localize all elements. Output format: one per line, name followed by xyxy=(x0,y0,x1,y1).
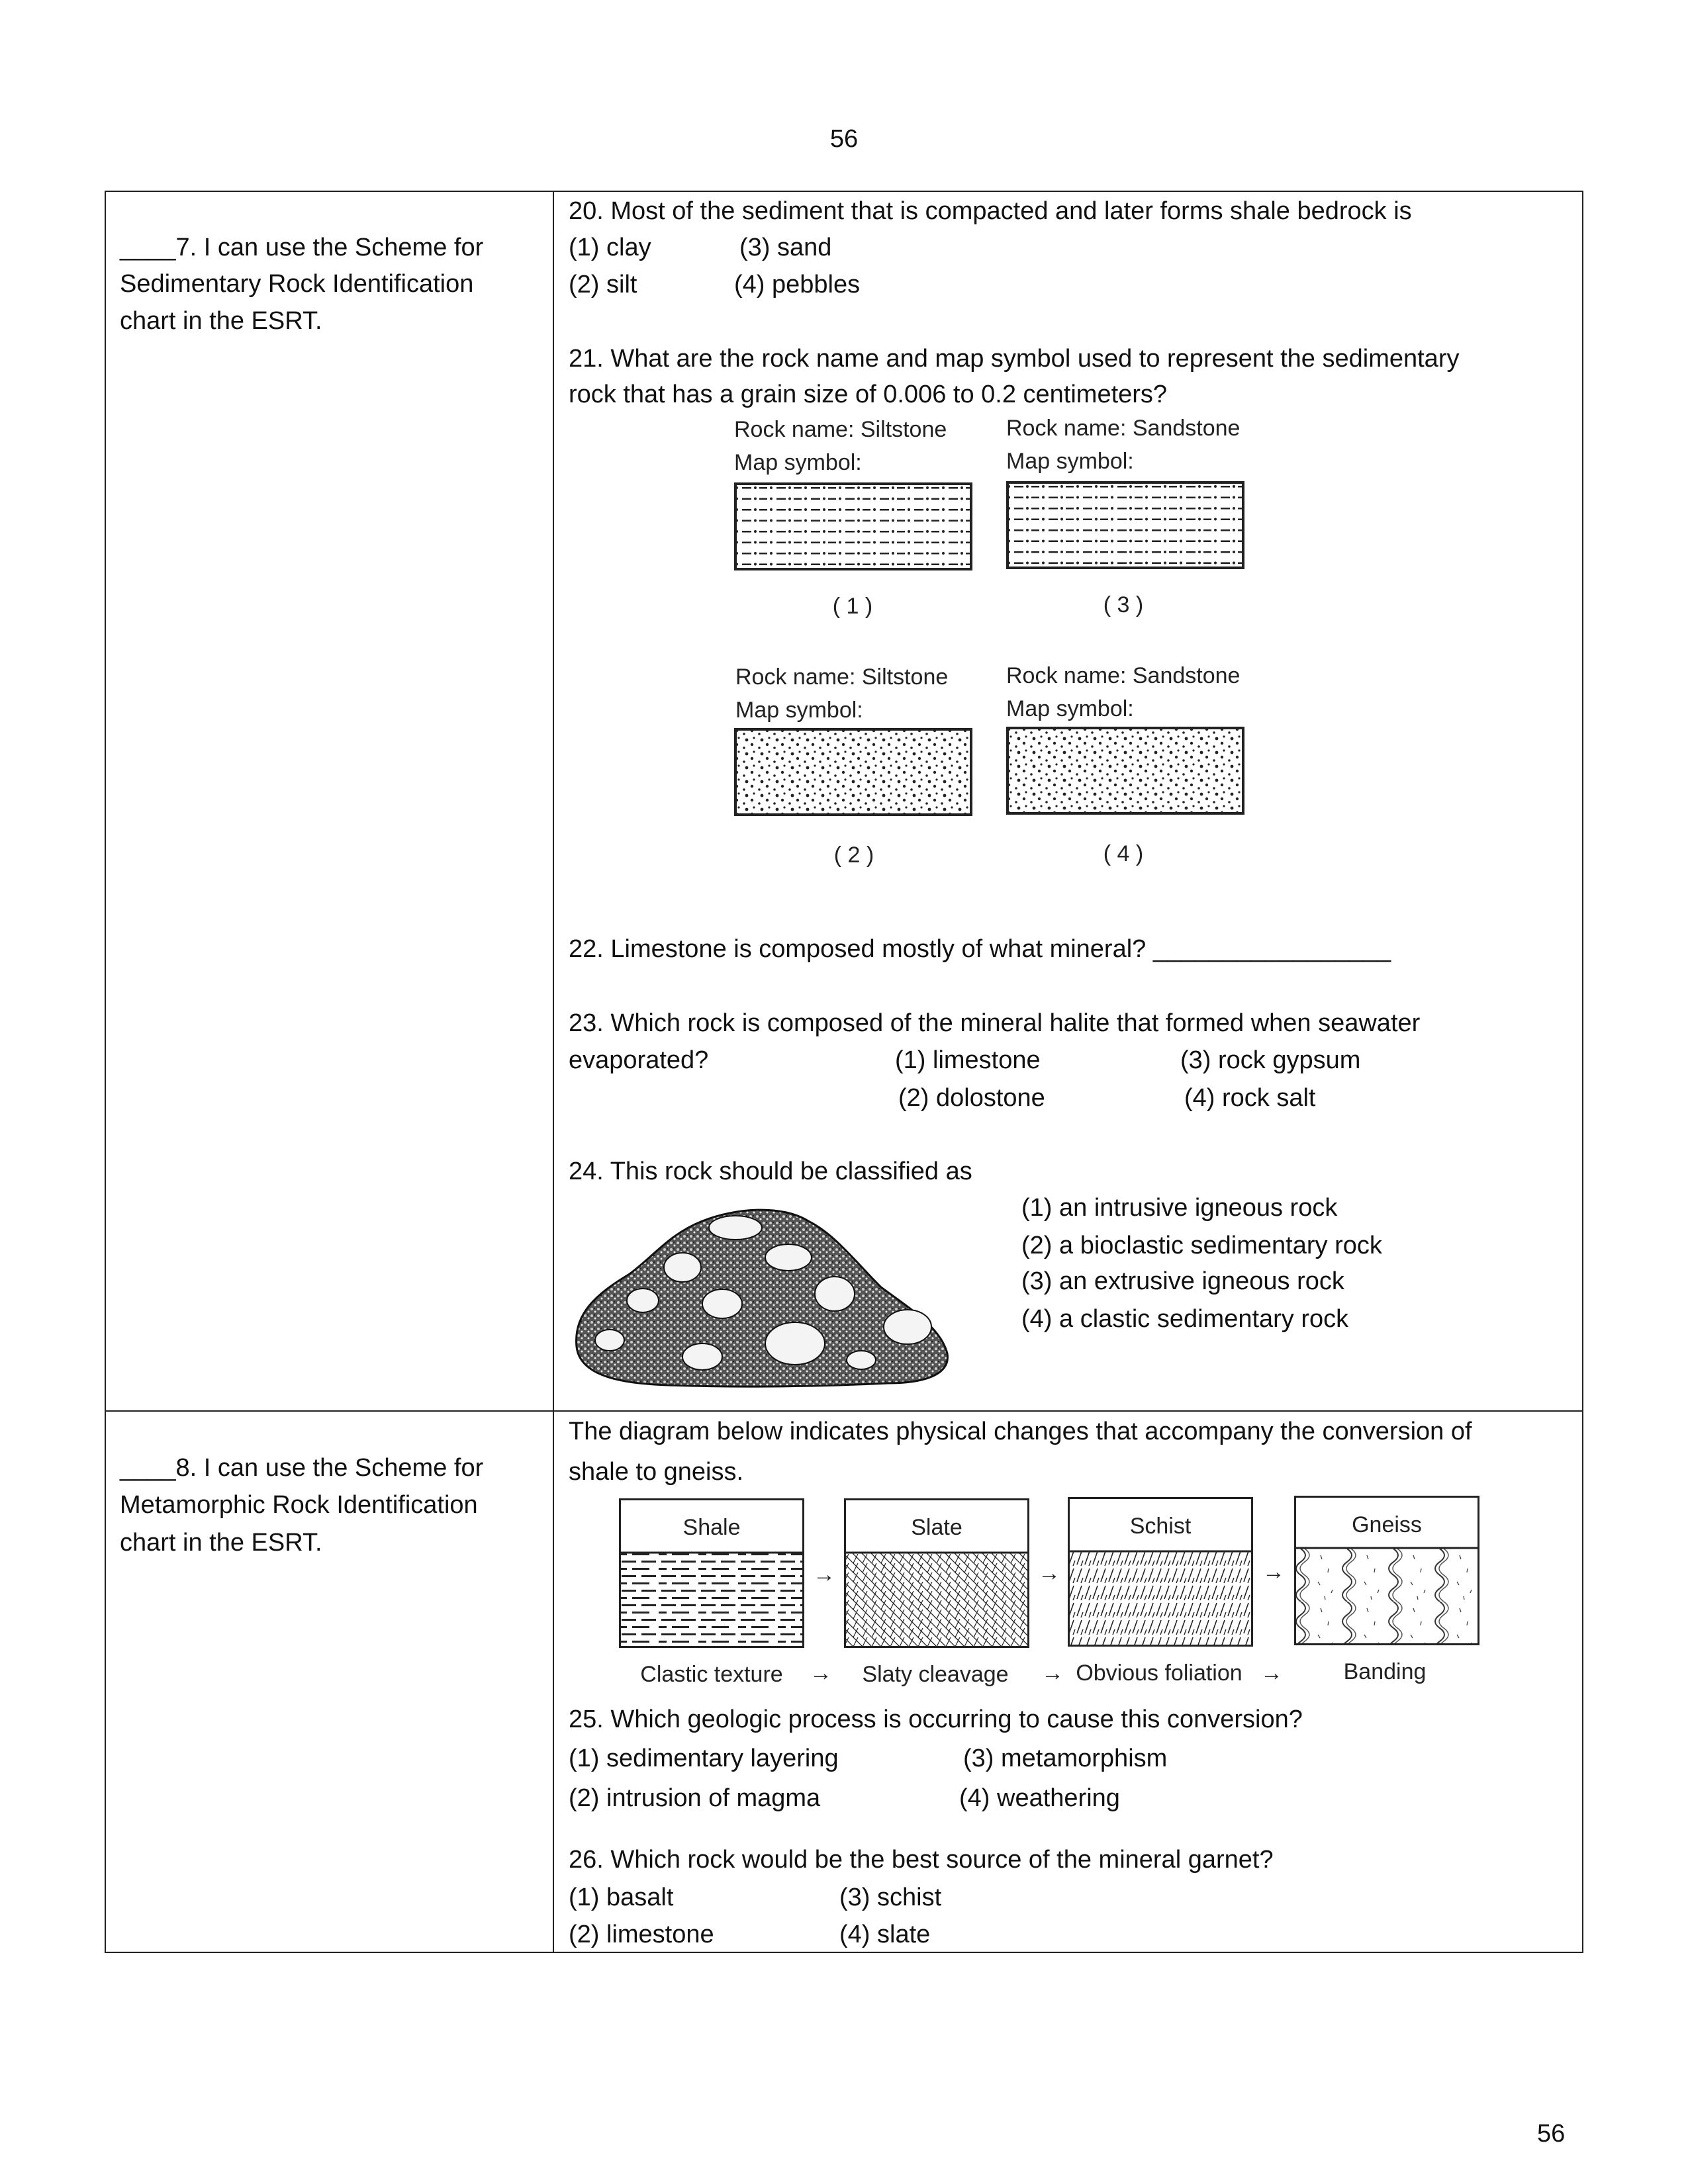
arrow-icon: → xyxy=(1041,1661,1064,1686)
rock-name-label: Rock name: Siltstone xyxy=(735,664,949,690)
option: (2) silt xyxy=(569,271,637,298)
objective-line[interactable]: ____8. I can use the Scheme for xyxy=(120,1454,484,1482)
map-symbol-siltstone-dots xyxy=(734,728,972,816)
option: (3) an extrusive igneous rock xyxy=(1021,1267,1344,1295)
map-symbol-label: Map symbol: xyxy=(735,698,863,723)
option: (4) slate xyxy=(839,1921,931,1948)
arrow-icon: → xyxy=(813,1562,835,1587)
rock-label-shale: Shale xyxy=(682,1515,741,1540)
rock-sample-illustration xyxy=(570,1195,954,1393)
question-text: 25. Which geologic process is occurring to cause this conversion? xyxy=(569,1706,1303,1733)
arrow-icon: → xyxy=(1262,1559,1285,1584)
choice-number: ( 3 ) xyxy=(1103,592,1144,617)
objective-line: Sedimentary Rock Identification xyxy=(120,270,474,298)
table-border-right xyxy=(1582,191,1583,1953)
option: (3) schist xyxy=(839,1884,942,1911)
map-symbol-sandstone-dots xyxy=(1006,727,1244,815)
question-text: 20. Most of the sediment that is compacted and later forms shale bedrock is xyxy=(569,197,1412,225)
rock-label-gneiss: Gneiss xyxy=(1352,1512,1422,1537)
texture-label: Slaty cleavage xyxy=(862,1662,1009,1687)
choice-number: ( 4 ) xyxy=(1103,841,1144,866)
rock-name-label: Rock name: Sandstone xyxy=(1006,663,1241,688)
option: (1) sedimentary layering xyxy=(569,1745,839,1772)
map-symbol-siltstone-dashdot xyxy=(734,482,972,570)
question-text: 21. What are the rock name and map symbol used to represent the sedimentary xyxy=(569,345,1460,373)
question-text: 23. Which rock is composed of the mineral halite that formed when seawater xyxy=(569,1009,1421,1037)
option: (1) limestone xyxy=(895,1046,1041,1074)
page-number-bottom: 56 xyxy=(1537,2120,1566,2148)
arrow-icon: → xyxy=(1260,1661,1283,1686)
option: (4) weathering xyxy=(959,1784,1120,1812)
page-number-top: 56 xyxy=(829,125,859,153)
objective-line: chart in the ESRT. xyxy=(120,307,322,335)
objective-line: chart in the ESRT. xyxy=(120,1529,322,1557)
texture-label: Banding xyxy=(1343,1659,1427,1684)
table-border-top xyxy=(105,191,1583,192)
option: (3) metamorphism xyxy=(963,1745,1168,1772)
question-22: 22. Limestone is composed mostly of what mineral? _________________ xyxy=(569,935,1391,963)
objective-line: Metamorphic Rock Identification xyxy=(120,1491,478,1519)
option: (3) rock gypsum xyxy=(1180,1046,1361,1074)
option: (2) dolostone xyxy=(898,1084,1045,1112)
arrow-icon: → xyxy=(810,1661,832,1686)
map-symbol-sandstone-dashdot xyxy=(1006,481,1244,569)
rock-label-slate: Slate xyxy=(911,1515,962,1540)
objective-line[interactable]: ____7. I can use the Scheme for xyxy=(120,234,484,261)
option: (4) rock salt xyxy=(1184,1084,1316,1112)
table-border-left xyxy=(105,191,106,1953)
question-text: 24. This rock should be classified as xyxy=(569,1158,972,1185)
option: (2) a bioclastic sedimentary rock xyxy=(1021,1232,1382,1259)
diagram-intro: shale to gneiss. xyxy=(569,1458,744,1486)
question-text: evaporated? xyxy=(569,1046,709,1074)
table-row-divider xyxy=(105,1410,1583,1412)
option: (1) an intrusive igneous rock xyxy=(1021,1194,1338,1222)
map-symbol-label: Map symbol: xyxy=(734,450,862,475)
texture-label: Clastic texture xyxy=(640,1662,783,1687)
table-border-bottom xyxy=(105,1952,1583,1953)
option: (3) sand xyxy=(739,234,832,261)
rock-name-label: Rock name: Siltstone xyxy=(734,417,947,442)
option: (2) intrusion of magma xyxy=(569,1784,821,1812)
choice-number: ( 1 ) xyxy=(832,594,873,619)
table-column-divider xyxy=(553,191,554,1953)
diagram-intro: The diagram below indicates physical changes that accompany the conversion of xyxy=(569,1418,1472,1445)
question-text: rock that has a grain size of 0.006 to 0.2 centimeters? xyxy=(569,381,1168,408)
option: (4) a clastic sedimentary rock xyxy=(1021,1305,1349,1333)
option: (1) clay xyxy=(569,234,651,261)
map-symbol-label: Map symbol: xyxy=(1006,696,1134,721)
choice-number: ( 2 ) xyxy=(833,842,874,868)
rock-name-label: Rock name: Sandstone xyxy=(1006,416,1241,441)
rock-label-schist: Schist xyxy=(1129,1514,1192,1539)
arrow-icon: → xyxy=(1038,1561,1060,1586)
map-symbol-label: Map symbol: xyxy=(1006,449,1134,474)
question-text: 26. Which rock would be the best source of the mineral garnet? xyxy=(569,1846,1274,1874)
option: (4) pebbles xyxy=(734,271,861,298)
option: (2) limestone xyxy=(569,1921,714,1948)
texture-label: Obvious foliation xyxy=(1076,1661,1243,1686)
option: (1) basalt xyxy=(569,1884,674,1911)
